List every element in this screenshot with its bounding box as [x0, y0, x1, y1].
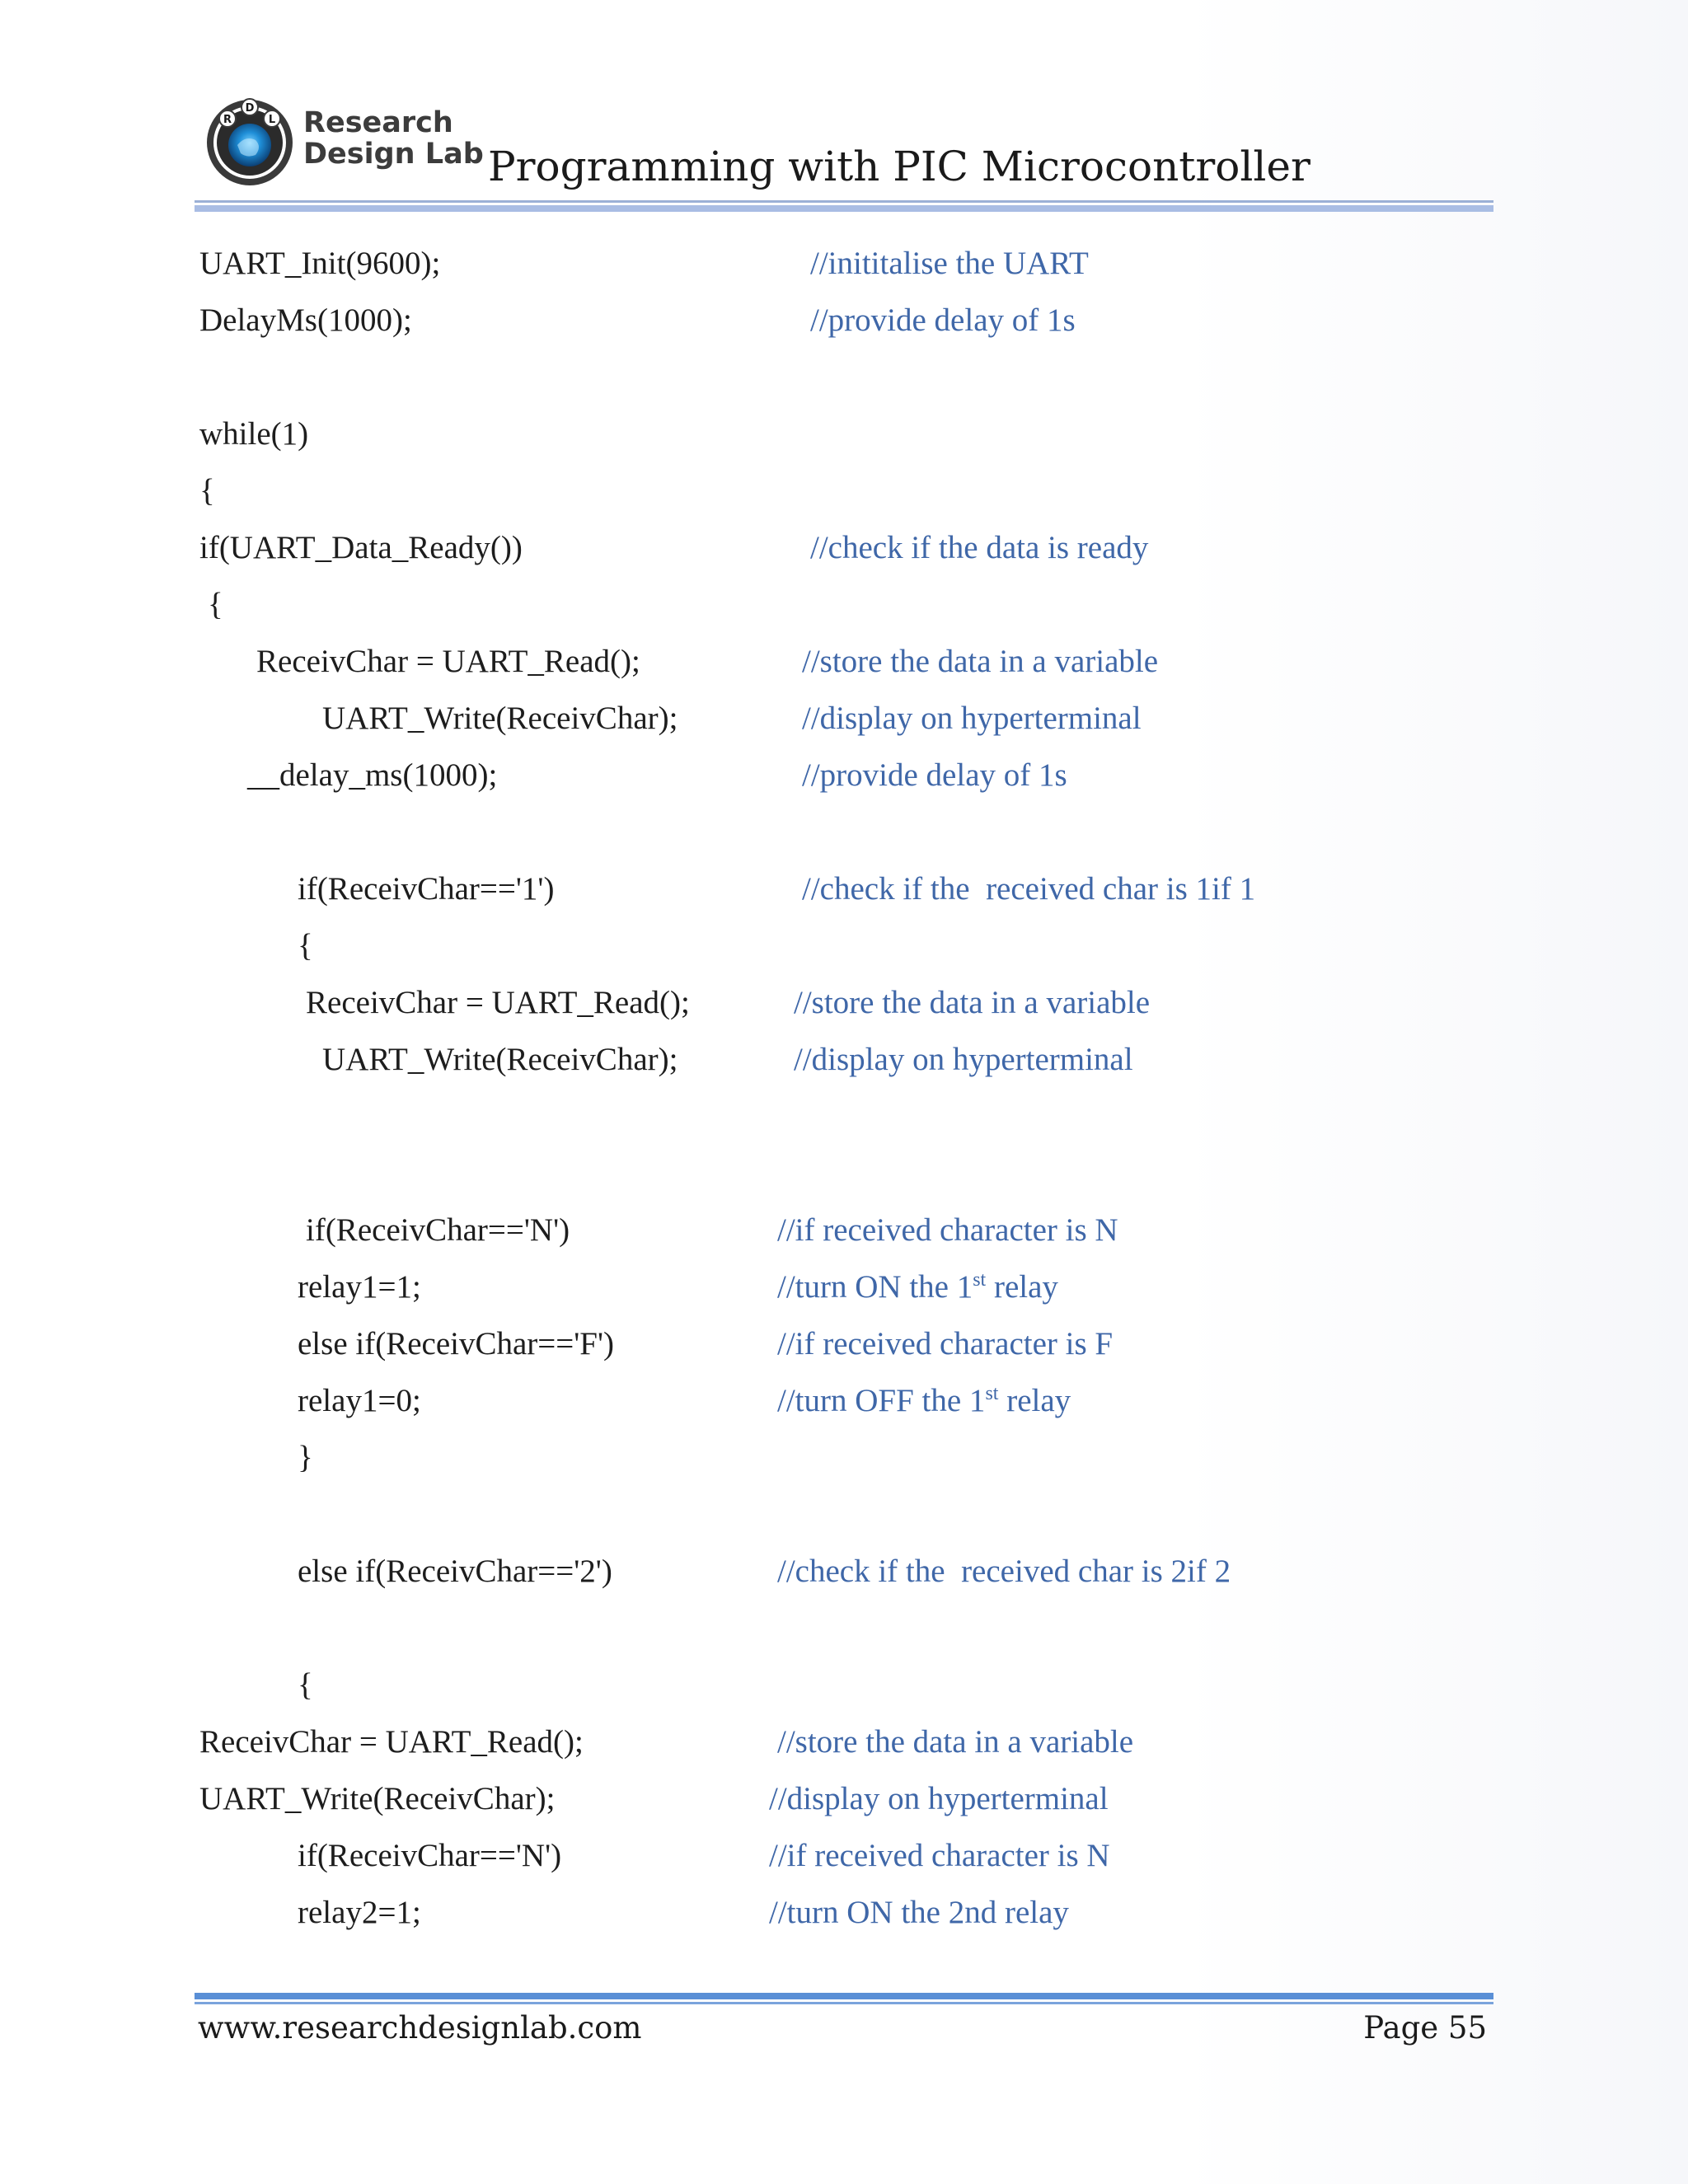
code-line: UART_Init(9600); [199, 246, 441, 281]
header-rule [195, 200, 1493, 212]
code-comment: //turn ON the 2nd relay [769, 1895, 1069, 1930]
footer-rule-thick [195, 1993, 1493, 1999]
footer-website-link[interactable]: www.researchdesignlab.com [198, 2010, 642, 2046]
code-comment [777, 1268, 1058, 1307]
code-line: while(1) [199, 416, 309, 452]
code-comment: //provide delay of 1s [810, 302, 1076, 338]
code-line: if(ReceivChar=='N') [306, 1212, 570, 1248]
code-line: if(ReceivChar=='1') [298, 871, 555, 907]
code-line: { [208, 587, 223, 622]
code-line: ReceivChar = UART_Read(); [256, 644, 640, 679]
header-rule-thin [195, 200, 1493, 203]
footer-rule [195, 1993, 1493, 2004]
ordinal-suffix: st [985, 1383, 999, 1404]
page-number: Page 55 [1363, 2010, 1487, 2046]
code-line: UART_Write(ReceivChar); [322, 1042, 678, 1077]
logo-letter-l: L [268, 114, 276, 126]
comment-text: //turn OFF the 1 [777, 1383, 986, 1418]
document-title: Programming with PIC Microcontroller [488, 143, 1311, 190]
code-comment: //store the data in a variable [777, 1724, 1134, 1760]
code-line: { [199, 473, 215, 509]
code-line: relay2=1; [298, 1895, 421, 1930]
code-line: else if(ReceivChar=='2') [298, 1554, 612, 1589]
code-comment: //if received character is N [777, 1212, 1118, 1248]
code-comment: //provide delay of 1s [802, 757, 1067, 793]
brand-line-1: Research [303, 106, 453, 139]
code-comment: //display on hyperterminal [769, 1781, 1109, 1816]
comment-text-after: relay [998, 1383, 1071, 1418]
code-comment: //store the data in a variable [794, 985, 1151, 1020]
rdl-logo-icon [204, 97, 295, 188]
code-comment: //if received character is N [769, 1838, 1110, 1873]
code-line: ReceivChar = UART_Read(); [306, 985, 690, 1020]
code-line: relay1=1; [298, 1269, 421, 1305]
code-line: __delay_ms(1000); [247, 757, 498, 793]
comment-text: //turn ON the 1 [777, 1269, 973, 1305]
code-comment: //store the data in a variable [802, 644, 1159, 679]
code-comment: //check if the data is ready [810, 530, 1149, 565]
ordinal-suffix: st [973, 1269, 987, 1291]
logo-letter-r: R [223, 114, 232, 126]
code-line: { [298, 928, 313, 963]
code-line: { [298, 1667, 313, 1703]
code-line: } [298, 1440, 313, 1475]
code-line: relay1=0; [298, 1383, 421, 1418]
code-comment: //display on hyperterminal [794, 1042, 1133, 1077]
footer-rule-thin [195, 2002, 1493, 2004]
code-line: if(ReceivChar=='N') [298, 1838, 562, 1873]
comment-text-after: relay [986, 1269, 1058, 1305]
code-comment: //inititalise the UART [810, 246, 1089, 281]
code-comment: //check if the received char is 1if 1 [802, 871, 1256, 907]
code-comment [777, 1381, 1071, 1421]
code-line: if(UART_Data_Ready()) [199, 530, 523, 565]
brand-name [303, 107, 484, 170]
code-comment: //check if the received char is 2if 2 [777, 1554, 1231, 1589]
code-comment: //display on hyperterminal [802, 701, 1142, 736]
code-line: ReceivChar = UART_Read(); [199, 1724, 584, 1760]
brand-line-2: Design Lab [303, 138, 484, 171]
code-comment: //if received character is F [777, 1326, 1114, 1361]
code-line: UART_Write(ReceivChar); [322, 701, 678, 736]
header-rule-thick [195, 205, 1493, 212]
code-line: UART_Write(ReceivChar); [199, 1781, 556, 1816]
logo-letter-d: D [245, 102, 255, 115]
code-line: else if(ReceivChar=='F') [298, 1326, 615, 1361]
code-line: DelayMs(1000); [199, 302, 412, 338]
